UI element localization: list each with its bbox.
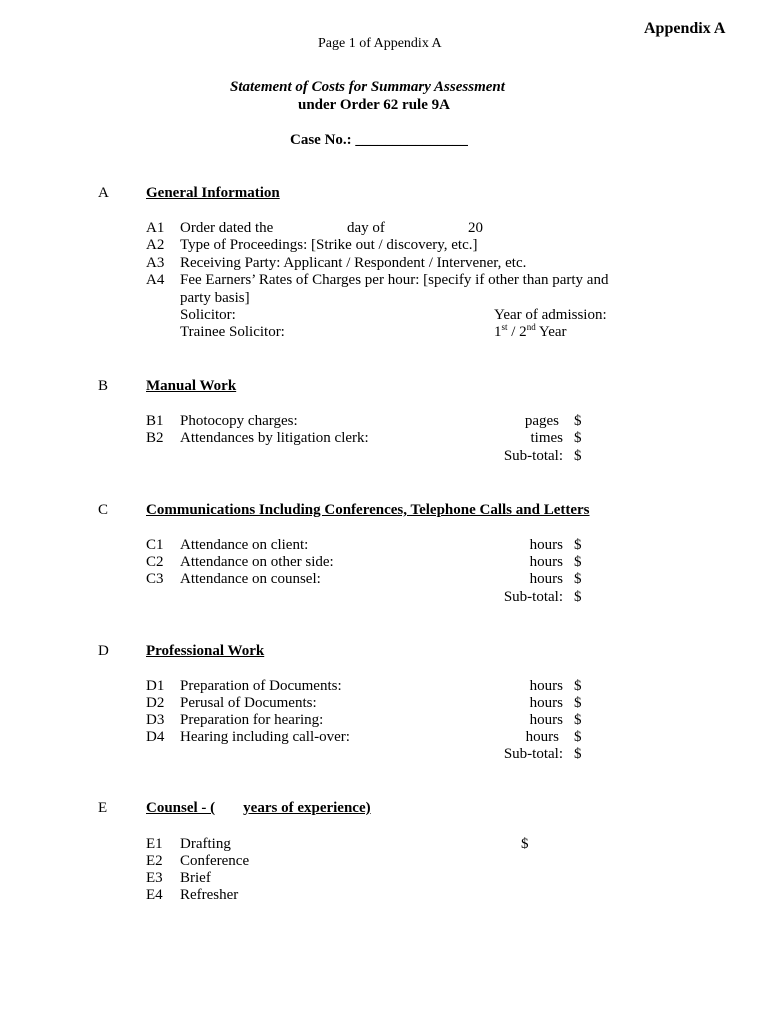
item-a3-label: Receiving Party: Applicant / Respondent / Intervener, etc. — [180, 255, 527, 271]
trainee-year-label: 1st / 2nd Year — [494, 322, 567, 340]
item-b1-currency: $ — [574, 413, 582, 429]
item-c1-unit: hours — [529, 537, 563, 553]
item-a1-code: A1 — [146, 220, 165, 236]
section-a-letter: A — [98, 185, 109, 201]
item-d4-code: D4 — [146, 729, 165, 745]
item-e1-currency: $ — [521, 836, 529, 852]
item-a4-code: A4 — [146, 272, 165, 288]
section-a-heading: General Information — [146, 185, 280, 201]
item-e4-code: E4 — [146, 887, 163, 903]
item-c3-unit: hours — [529, 571, 563, 587]
item-b1-unit: pages — [524, 413, 559, 429]
item-a4-label-line1: Fee Earners’ Rates of Charges per hour: [specify if other than party and — [180, 272, 609, 288]
item-d3-code: D3 — [146, 712, 165, 728]
section-c-subtotal-label: Sub-total: — [503, 589, 563, 605]
item-c3-code: C3 — [146, 571, 164, 587]
item-a1-label: Order dated the — [180, 220, 274, 236]
document-title: Statement of Costs for Summary Assessment — [230, 79, 505, 95]
item-d3-unit: hours — [529, 712, 563, 728]
appendix-label: Appendix A — [644, 20, 726, 37]
item-d3-currency: $ — [574, 712, 582, 728]
item-a2-label: Type of Proceedings: [Strike out / discovery, etc.] — [180, 237, 478, 253]
item-c2-label: Attendance on other side: — [180, 554, 334, 570]
item-c1-code: C1 — [146, 537, 164, 553]
item-d2-code: D2 — [146, 695, 165, 711]
item-c3-label: Attendance on counsel: — [180, 571, 321, 587]
section-b-subtotal-label: Sub-total: — [503, 448, 563, 464]
solicitor-label: Solicitor: — [180, 307, 236, 323]
item-c1-currency: $ — [574, 537, 582, 553]
section-b-subtotal-currency: $ — [574, 448, 582, 464]
item-e1-code: E1 — [146, 836, 163, 852]
item-c1-label: Attendance on client: — [180, 537, 309, 553]
item-d2-label: Perusal of Documents: — [180, 695, 317, 711]
item-a3-code: A3 — [146, 255, 165, 271]
section-e-heading: Counsel - ( years of experience) — [146, 800, 371, 816]
section-e-letter: E — [98, 800, 108, 816]
item-b2-currency: $ — [574, 430, 582, 446]
case-number-field: Case No.: _______________ — [290, 132, 468, 148]
item-c2-unit: hours — [529, 554, 563, 570]
item-d2-currency: $ — [574, 695, 582, 711]
item-e2-label: Conference — [180, 853, 250, 869]
item-e3-code: E3 — [146, 870, 163, 886]
item-b2-unit: times — [530, 430, 563, 446]
year-of-admission-label: Year of admission: — [494, 307, 607, 323]
item-d3-label: Preparation for hearing: — [180, 712, 324, 728]
item-d4-unit: hours — [525, 729, 559, 745]
item-a4-label-line2: party basis] — [180, 290, 250, 306]
section-c-subtotal-currency: $ — [574, 589, 582, 605]
item-e3-label: Brief — [180, 870, 211, 886]
item-b2-code: B2 — [146, 430, 164, 446]
item-d4-currency: $ — [574, 729, 582, 745]
section-c-heading: Communications Including Conferences, Telephone Calls and Letters — [146, 502, 590, 518]
item-e1-label: Drafting — [180, 836, 231, 852]
section-d-subtotal-label: Sub-total: — [503, 746, 563, 762]
item-d2-unit: hours — [529, 695, 563, 711]
item-d4-label: Hearing including call-over: — [180, 729, 350, 745]
item-a1-day-of: day of — [347, 220, 385, 236]
item-e4-label: Refresher — [180, 887, 239, 903]
section-d-heading: Professional Work — [146, 643, 265, 659]
section-b-heading: Manual Work — [146, 378, 237, 394]
document-subtitle: under Order 62 rule 9A — [298, 97, 450, 113]
section-d-subtotal-currency: $ — [574, 746, 582, 762]
section-d-letter: D — [98, 643, 109, 659]
item-a2-code: A2 — [146, 237, 165, 253]
item-c3-currency: $ — [574, 571, 582, 587]
item-b1-label: Photocopy charges: — [180, 413, 298, 429]
section-b-letter: B — [98, 378, 109, 394]
item-a1-year: 20 — [468, 220, 483, 236]
item-b1-code: B1 — [146, 413, 164, 429]
item-b2-label: Attendances by litigation clerk: — [180, 430, 369, 446]
trainee-solicitor-label: Trainee Solicitor: — [180, 324, 285, 340]
item-e2-code: E2 — [146, 853, 163, 869]
item-d1-unit: hours — [529, 678, 563, 694]
item-c2-code: C2 — [146, 554, 164, 570]
item-d1-currency: $ — [574, 678, 582, 694]
page-label: Page 1 of Appendix A — [318, 36, 442, 51]
item-c2-currency: $ — [574, 554, 582, 570]
section-c-letter: C — [98, 502, 109, 518]
item-d1-label: Preparation of Documents: — [180, 678, 342, 694]
item-d1-code: D1 — [146, 678, 165, 694]
